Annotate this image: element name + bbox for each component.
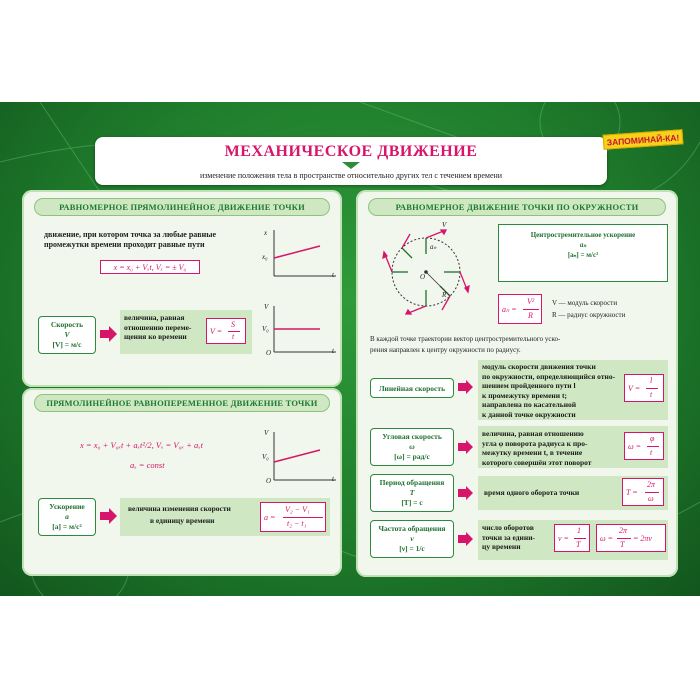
legend-v: V — модуль скорости <box>552 299 618 307</box>
freq-f2-lhs: ω = <box>600 534 614 543</box>
accelerated-formula-1: x = x₀ + V₀ₓt + aₓt²/2, Vₓ = V₀ₓ + aₓt <box>80 440 203 450</box>
frequency-formula-1 <box>554 524 590 552</box>
v-t-graph-t-label: t <box>332 347 334 355</box>
angular-speed-unit: [ω] = рад/с <box>394 452 430 461</box>
linear-speed-arrow-icon <box>458 380 474 394</box>
linear-speed-label: Линейная скорость <box>378 384 446 393</box>
accelerated-motion-header: ПРЯМОЛИНЕЙНОЕ РАВНОПЕРЕМЕННОЕ ДВИЖЕНИЕ ТОЧКИ <box>34 394 330 412</box>
speed-unit: [V] = м/с <box>52 340 82 349</box>
circular-motion-panel <box>356 190 678 577</box>
frequency-label: Частота обращения <box>378 524 446 533</box>
accelerated-motion-panel <box>22 388 342 576</box>
freq-f2-den: T <box>620 540 625 549</box>
acceleration-label: Ускорение <box>49 502 85 511</box>
linear-desc-3: к промежутку времени t; <box>482 390 567 400</box>
x-t-graph-t-label: t <box>332 271 334 279</box>
linear-speed-label-box <box>370 378 454 398</box>
acceleration-desc-1: величина изменения скорости <box>128 504 231 513</box>
period-desc: время одного оборота точки <box>484 488 580 497</box>
x-t-graph <box>260 224 340 280</box>
freq-f1-lhs: ν = <box>558 534 569 543</box>
circular-note-2: рения направлен к центру окружности по радиусу. <box>370 346 521 354</box>
period-arrow-icon <box>458 486 474 500</box>
frequency-formula-2 <box>596 524 666 552</box>
freq-f2-bar <box>617 538 631 539</box>
angular-speed-arrow-icon <box>458 440 474 454</box>
acceleration-arrow-icon <box>100 508 118 524</box>
page-subtitle: изменение положения тела в пространстве относительно других тел с течением времени <box>199 171 503 180</box>
uniform-definition-2: промежутки времени проходит равные пути <box>44 240 205 249</box>
speed-desc-2: отношению переме- <box>124 322 192 332</box>
acceleration-formula-bar <box>283 517 323 518</box>
speed-desc-1: величина, равная <box>124 313 185 322</box>
angular-desc-2: межутку времени t, в течение <box>482 448 583 457</box>
freq-f1-bar <box>574 538 586 539</box>
v-t-graph <box>260 300 340 358</box>
frequency-unit: [ν] = 1/с <box>399 544 425 553</box>
centripetal-box <box>498 224 668 282</box>
accelerated-formula-2: aₓ = const <box>130 460 165 470</box>
linear-desc-5: к данной точке окружности <box>482 409 576 419</box>
angular-formula-lhs: ω = <box>628 442 642 451</box>
speed-formula-lhs: V = <box>210 327 223 336</box>
centripetal-title: Центростремительное ускорение <box>530 231 636 239</box>
period-formula-den: ω <box>648 494 654 503</box>
accelerated-graph-t-label: t <box>332 475 334 483</box>
title-box <box>95 137 607 185</box>
centripetal-formula-bar <box>523 309 539 310</box>
freq-f2-rhs: = 2πν <box>633 534 652 543</box>
angular-speed-label: Угловая скорость <box>382 432 442 441</box>
acceleration-formula-den: t₂ − t₁ <box>287 519 307 528</box>
centripetal-formula <box>498 294 542 324</box>
acceleration-formula-lhs: a = <box>264 513 276 522</box>
freq-desc-2: цу времени <box>482 542 521 551</box>
centripetal-formula-lhs: aₙ = <box>502 305 517 314</box>
centripetal-formula-den: R <box>528 311 533 320</box>
acceleration-label-box <box>38 498 96 536</box>
period-formula <box>622 478 664 506</box>
acceleration-desc-2: в единицу времени <box>150 516 215 525</box>
acceleration-symbol: a <box>65 512 69 521</box>
linear-formula-num: l <box>650 376 653 385</box>
angular-speed-symbol: ω <box>409 442 415 451</box>
frequency-label-box <box>370 520 454 558</box>
centripetal-formula-num: V² <box>527 297 535 306</box>
freq-desc-0: число оборотов <box>482 523 534 532</box>
linear-desc-4: направлена по касательной <box>482 400 577 409</box>
period-symbol: T <box>409 488 415 497</box>
circular-note-1: В каждой точке траектории вектор центростремительного уско- <box>370 335 561 343</box>
linear-desc-2: шением пройденного пути l <box>482 381 576 390</box>
acceleration-formula-num: V₂ − V₁ <box>285 505 310 514</box>
centripetal-symbol: aₙ <box>579 241 587 249</box>
freq-f2-num: 2π <box>619 526 628 535</box>
circle-an-label: aₙ <box>430 243 437 251</box>
speed-arrow-icon <box>100 326 118 342</box>
v-t-graph-y0-label: V₀ <box>262 325 269 333</box>
angular-formula-bar <box>647 446 659 447</box>
x-t-graph-y-label: x <box>264 229 268 237</box>
acceleration-formula <box>260 502 326 532</box>
frequency-symbol: ν <box>410 534 414 543</box>
circular-motion-header: РАВНОМЕРНОЕ ДВИЖЕНИЕ ТОЧКИ ПО ОКРУЖНОСТИ <box>368 198 666 216</box>
linear-speed-formula <box>624 374 664 402</box>
centripetal-unit: [aₙ] = м/с² <box>567 251 599 259</box>
period-formula-bar <box>645 492 659 493</box>
speed-formula-den: t <box>232 332 235 341</box>
circle-v-label: V <box>442 221 447 229</box>
v-t-graph-origin: O <box>266 349 272 357</box>
uniform-formula: x = x₀ + Vₓt, Vₓ = ± V₀ <box>100 260 200 274</box>
freq-desc-1: точки за едини- <box>482 532 536 542</box>
acceleration-unit: [a] = м/с² <box>52 522 82 531</box>
linear-formula-lhs: V = <box>628 384 641 393</box>
linear-formula-den: t <box>650 390 653 399</box>
speed-label: Скорость <box>50 320 84 329</box>
accelerated-graph-origin: O <box>266 477 272 485</box>
linear-desc-1: по окружности, определяющийся отно- <box>482 371 616 381</box>
period-label-box <box>370 474 454 512</box>
circle-r-label: R <box>442 291 447 299</box>
angular-desc-3: которого совершён этот поворот <box>482 457 592 467</box>
uniform-motion-header: РАВНОМЕРНОЕ ПРЯМОЛИНЕЙНОЕ ДВИЖЕНИЕ ТОЧКИ <box>34 198 330 216</box>
angular-formula-num: φ <box>650 434 655 443</box>
frequency-arrow-icon <box>458 532 474 546</box>
period-unit: [T] = с <box>401 498 423 507</box>
accelerated-graph-y-label: V <box>264 429 269 437</box>
circle-o-label: O <box>420 273 426 281</box>
v-t-graph-y-label: V <box>264 303 269 311</box>
title-triangle-icon <box>342 162 360 169</box>
freq-f1-num: 1 <box>577 526 581 535</box>
legend-r: R — радиус окружности <box>552 311 626 319</box>
angular-speed-formula <box>624 432 664 460</box>
period-label: Период обращения <box>379 478 445 487</box>
angular-desc-0: величина, равная отношению <box>482 429 584 438</box>
freq-f1-den: T <box>576 540 581 549</box>
speed-formula-num: S <box>231 320 235 329</box>
angular-speed-label-box <box>370 428 454 466</box>
accelerated-graph-y0-label: V₀ <box>262 453 269 461</box>
linear-formula-bar <box>646 388 658 389</box>
remember-badge: ЗАПОМИНАЙ-КА! <box>603 129 684 150</box>
uniform-motion-panel <box>22 190 342 387</box>
period-formula-num: 2π <box>647 480 656 489</box>
speed-label-box <box>38 316 96 354</box>
linear-desc-0: модуль скорости движения точки <box>482 362 596 371</box>
speed-symbol: V <box>64 330 70 339</box>
page-title: МЕХАНИЧЕСКОЕ ДВИЖЕНИЕ <box>224 143 478 160</box>
period-formula-lhs: T = <box>626 488 638 497</box>
circle-diagram <box>370 222 480 318</box>
angular-desc-1: угла φ поворота радиуса к про- <box>482 438 588 448</box>
speed-desc-3: щения ко времени <box>124 332 187 341</box>
accelerated-v-t-graph <box>260 426 340 486</box>
x-t-graph-y0-label: x₀ <box>262 253 268 261</box>
angular-formula-den: t <box>650 448 653 457</box>
uniform-definition-1: движение, при котором точка за любые равные <box>44 230 217 239</box>
poster <box>0 102 700 596</box>
speed-formula <box>206 318 246 344</box>
